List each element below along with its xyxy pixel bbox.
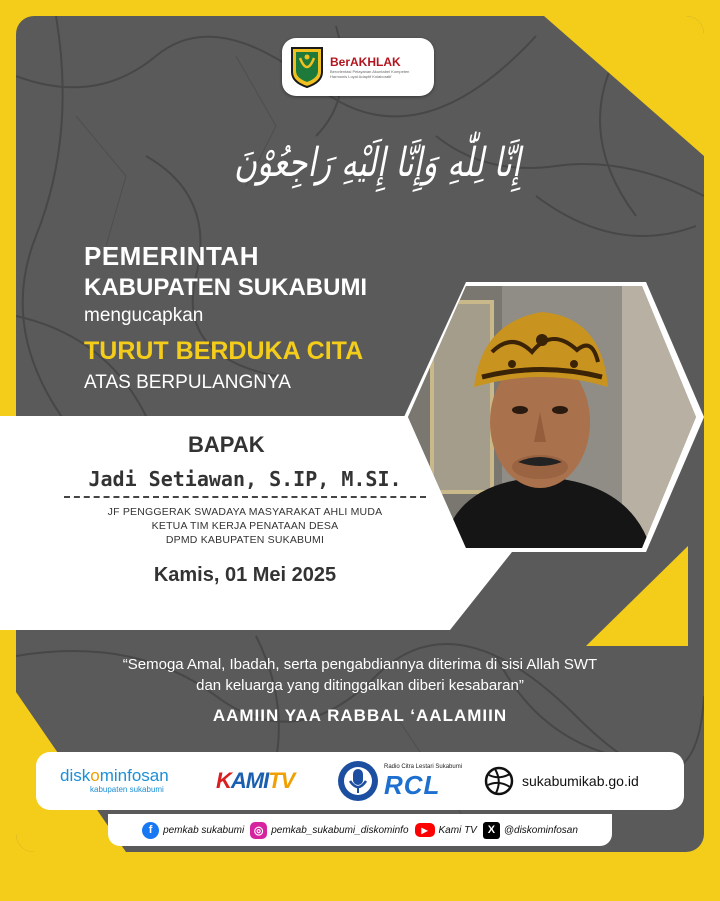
honorific: BAPAK: [188, 432, 265, 457]
crest-icon: [290, 46, 324, 88]
diskominfosan-left: disk: [60, 766, 91, 785]
social-bar: [108, 814, 612, 846]
rcl-logo: [336, 752, 462, 810]
deceased-name: Jadi Setiawan, S.IP, M.SI.: [88, 467, 402, 491]
globe-icon: [484, 766, 514, 796]
heading-turut-berduka: TURUT BERDUKA CITA: [84, 337, 364, 365]
youtube-handle: Kami TV: [438, 824, 477, 836]
x-icon: X: [483, 822, 500, 839]
website-link[interactable]: [484, 752, 639, 810]
prayer-line-1: “Semoga Amal, Ibadah, serta pengabdiannya diterima di sisi Allah SWT: [122, 656, 598, 673]
kamitv-k: K: [216, 768, 231, 793]
logos-bar: [36, 752, 684, 810]
divider: [64, 496, 426, 498]
position-line-1: JF PENGGERAK SWADAYA MASYARAKAT AHLI MUDA: [107, 506, 383, 518]
berakhlak-title: BerAKHLAK: [330, 55, 401, 69]
berakhlak-badge: [282, 38, 434, 96]
position-line-3: DPMD KABUPATEN SUKABUMI: [165, 534, 325, 546]
prayer-closing: AAMIIN YAA RABBAL ‘AALAMIIN: [212, 706, 508, 725]
heading-mengucapkan: mengucapkan: [84, 305, 204, 326]
corner-triangle-top-right: [544, 16, 704, 156]
heading-pemerintah: PEMERINTAH: [84, 241, 259, 271]
position-line-2: KETUA TIM KERJA PENATAAN DESA: [151, 520, 339, 532]
arabic-calligraphy: إِنَّا لِلّٰهِ وَإِنَّا إِلَيْهِ رَاجِعُوْنَ: [234, 140, 521, 186]
social-facebook[interactable]: [142, 822, 244, 839]
rcl-mic-icon: [336, 759, 380, 803]
social-youtube[interactable]: [415, 823, 477, 837]
heading-kabupaten: KABUPATEN SUKABUMI: [84, 274, 368, 301]
website-text: sukabumikab.go.id: [522, 773, 639, 789]
social-instagram[interactable]: [250, 822, 408, 839]
kamitv-ami: AMI: [230, 768, 269, 793]
x-handle: @diskominfosan: [503, 824, 578, 836]
social-x[interactable]: [483, 822, 578, 839]
portrait-photo: [392, 282, 704, 552]
diskominfosan-sub: kabupaten sukabumi: [90, 785, 164, 794]
berakhlak-subtitle: Berorientasi Pelayanan Akuntabel Kompeten Harmonis Loyal Adaptif Kolaboratif: [330, 69, 410, 79]
prayer-line-2: dan keluarga yang ditinggalkan diberi kesabaran”: [196, 677, 524, 694]
diskominfosan-logo: [60, 752, 169, 810]
heading-atas: ATAS BERPULANGNYA: [84, 372, 291, 393]
rcl-text: RCL: [384, 770, 441, 800]
rcl-top-text: Radio Citra Lestari Sukabumi: [384, 764, 463, 770]
kamitv-tv: TV: [268, 768, 295, 793]
prayer-quote: [30, 654, 690, 696]
instagram-handle: pemkab_sukabumi_diskominfo: [271, 824, 409, 836]
youtube-icon: ▶: [415, 823, 435, 837]
instagram-icon: ◎: [250, 822, 267, 839]
diskominfosan-mid: o: [90, 766, 100, 785]
facebook-icon: f: [142, 822, 159, 839]
diskominfosan-right: minfosan: [99, 766, 169, 785]
date: Kamis, 01 Mei 2025: [153, 564, 337, 586]
facebook-handle: pemkab sukabumi: [163, 824, 245, 836]
kamitv-logo: [216, 752, 294, 810]
